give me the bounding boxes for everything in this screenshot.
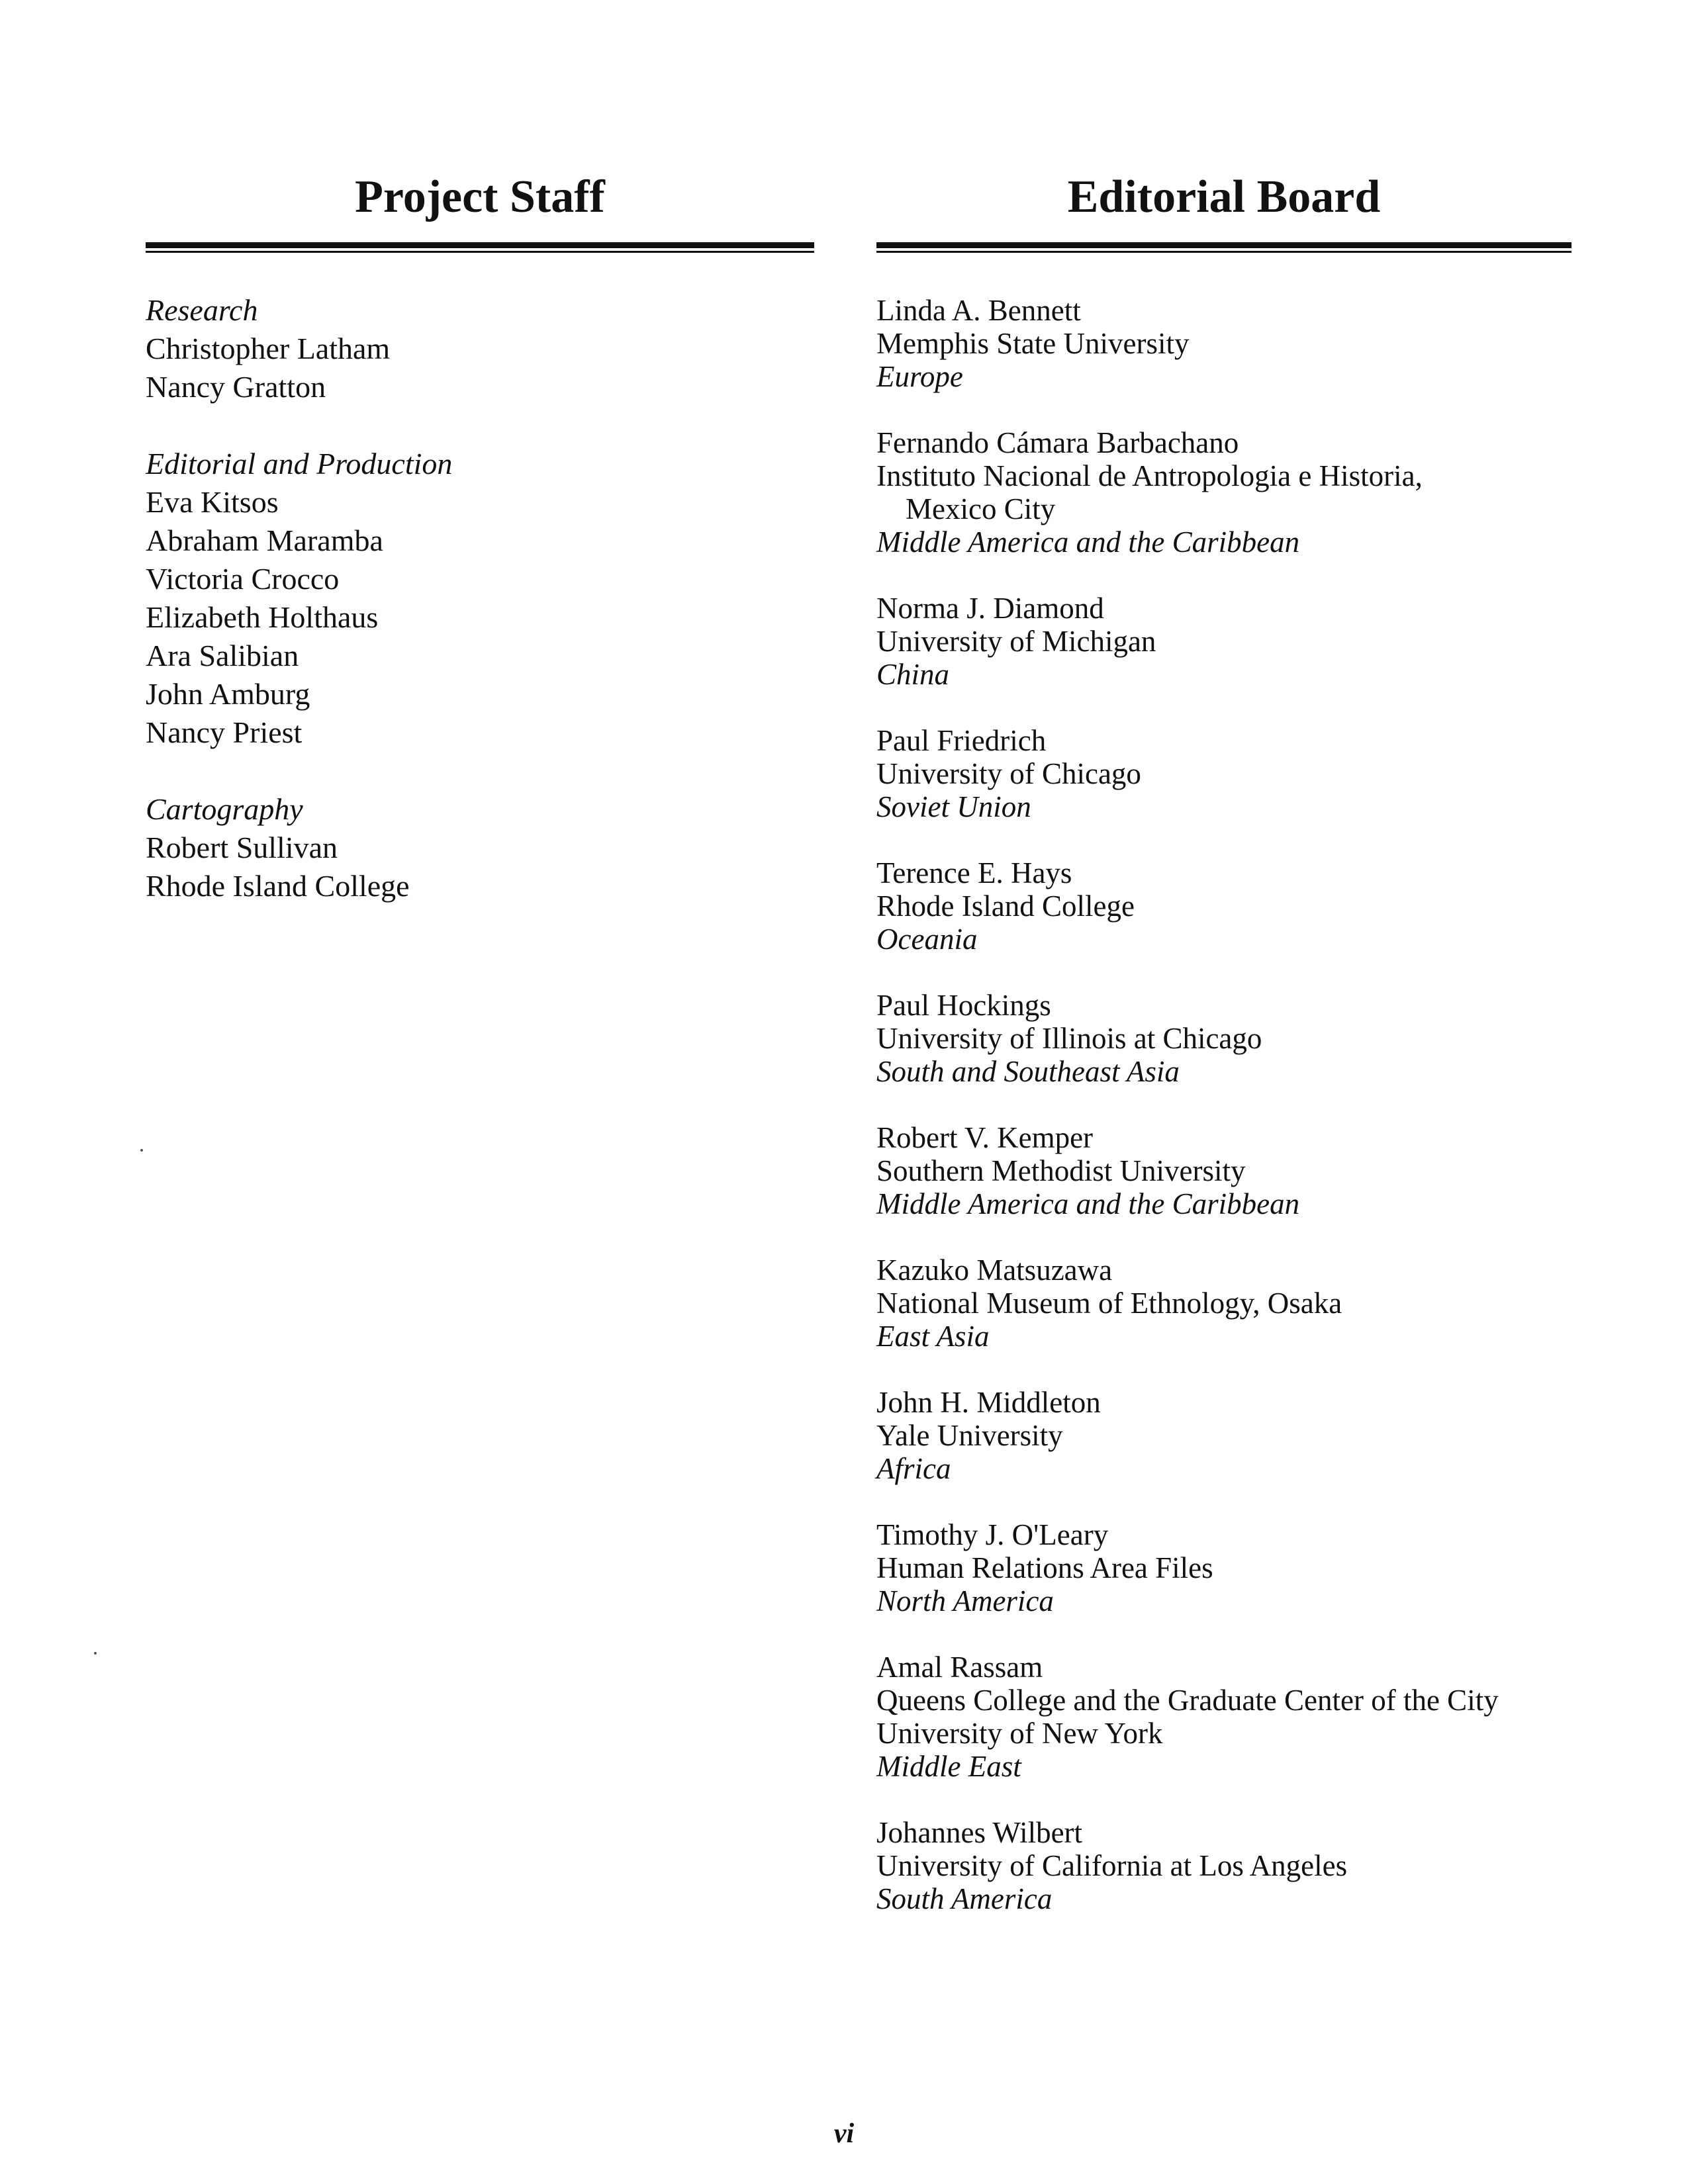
staff-name: Christopher Latham	[146, 332, 391, 365]
board-member	[876, 294, 1571, 393]
member-name: Fernando Cámara Barbachano	[876, 426, 1239, 459]
member-name: Timothy J. O'Leary	[876, 1518, 1109, 1551]
member-name: Paul Hockings	[876, 989, 1051, 1022]
editorial-board-heading: Editorial Board	[1067, 171, 1381, 222]
board-member	[876, 1121, 1571, 1220]
member-region: North America	[876, 1584, 1054, 1617]
project-staff-heading: Project Staff	[355, 171, 605, 222]
staff-name: Abraham Maramba	[146, 523, 383, 557]
member-affiliation-continued: University of New York	[876, 1717, 1163, 1750]
member-name: John H. Middleton	[876, 1386, 1101, 1419]
board-member	[876, 1253, 1571, 1353]
member-name: Norma J. Diamond	[876, 592, 1104, 625]
staff-name: Elizabeth Holthaus	[146, 600, 379, 634]
member-name: Johannes Wilbert	[876, 1816, 1083, 1849]
staff-name: Nancy Priest	[146, 715, 303, 749]
member-region: Africa	[876, 1452, 951, 1485]
staff-role: Editorial and Production	[146, 447, 453, 480]
member-region: Soviet Union	[876, 790, 1031, 823]
rule-thick-line	[876, 242, 1571, 248]
staff-role: Cartography	[146, 792, 303, 826]
rule-thin-line	[876, 251, 1571, 253]
board-member	[876, 856, 1571, 956]
member-region: Oceania	[876, 923, 978, 956]
board-member	[876, 1816, 1571, 1915]
board-member	[876, 724, 1571, 823]
page-number: vi	[833, 2118, 855, 2149]
staff-name: John Amburg	[146, 677, 310, 711]
staff-group-cartography	[146, 790, 814, 905]
editorial-board-rule	[876, 242, 1571, 254]
staff-name: Eva Kitsos	[146, 485, 279, 519]
member-affiliation: University of Illinois at Chicago	[876, 1022, 1262, 1055]
staff-group-editorial-production	[146, 445, 814, 752]
member-affiliation: Human Relations Area Files	[876, 1551, 1213, 1584]
rule-thin-line	[146, 251, 814, 253]
member-affiliation: Yale University	[876, 1419, 1063, 1452]
member-name: Terence E. Hays	[876, 856, 1072, 889]
staff-name: Rhode Island College	[146, 869, 410, 903]
scan-speck	[94, 1652, 97, 1655]
member-affiliation: University of Chicago	[876, 757, 1141, 790]
member-affiliation: University of California at Los Angeles	[876, 1849, 1348, 1882]
member-region: East Asia	[876, 1320, 990, 1353]
staff-name: Nancy Gratton	[146, 370, 326, 404]
staff-group-research	[146, 291, 814, 406]
member-name: Kazuko Matsuzawa	[876, 1253, 1113, 1287]
board-member	[876, 1651, 1571, 1783]
board-member	[876, 1386, 1571, 1485]
board-member	[876, 592, 1571, 691]
member-name: Linda A. Bennett	[876, 294, 1081, 327]
member-name: Amal Rassam	[876, 1651, 1043, 1684]
member-affiliation: National Museum of Ethnology, Osaka	[876, 1287, 1342, 1320]
staff-name: Ara Salibian	[146, 639, 299, 672]
member-region: Europe	[876, 360, 963, 393]
member-affiliation: Southern Methodist University	[876, 1154, 1246, 1187]
project-staff-rule	[146, 242, 814, 254]
member-affiliation: Queens College and the Graduate Center of the City	[876, 1684, 1499, 1717]
member-affiliation-continued: Mexico City	[906, 492, 1056, 525]
member-affiliation: Instituto Nacional de Antropologia e Historia,	[876, 459, 1423, 492]
member-region: Middle East	[876, 1750, 1021, 1783]
member-region: South and Southeast Asia	[876, 1055, 1180, 1088]
editorial-board-list	[876, 294, 1571, 1948]
member-region: Middle America and the Caribbean	[876, 1187, 1300, 1220]
staff-name: Robert Sullivan	[146, 831, 338, 864]
project-staff-list	[146, 291, 814, 944]
board-member	[876, 1518, 1571, 1617]
staff-role: Research	[146, 293, 258, 327]
board-member	[876, 989, 1571, 1088]
member-name: Paul Friedrich	[876, 724, 1047, 757]
rule-thick-line	[146, 242, 814, 248]
member-name: Robert V. Kemper	[876, 1121, 1094, 1154]
staff-name: Victoria Crocco	[146, 562, 340, 596]
member-region: Middle America and the Caribbean	[876, 525, 1300, 559]
board-member	[876, 426, 1571, 559]
member-region: China	[876, 658, 950, 691]
member-affiliation: Memphis State University	[876, 327, 1190, 360]
member-region: South America	[876, 1882, 1053, 1915]
scan-speck	[140, 1149, 143, 1152]
member-affiliation: University of Michigan	[876, 625, 1156, 658]
member-affiliation: Rhode Island College	[876, 889, 1135, 923]
